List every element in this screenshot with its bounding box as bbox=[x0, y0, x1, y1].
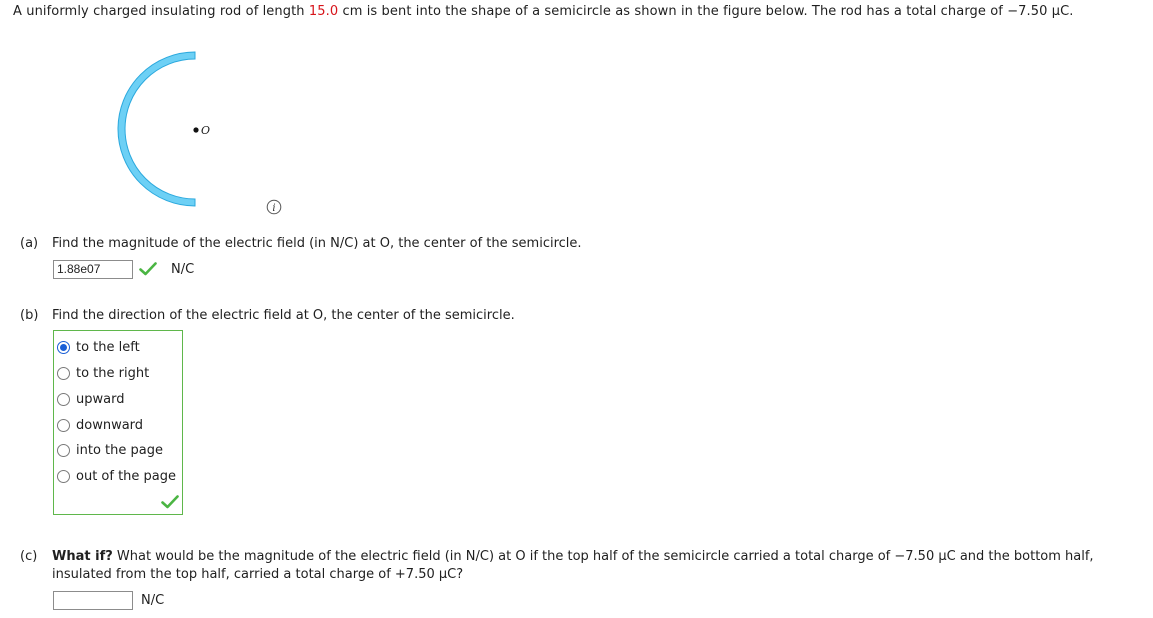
part-a-answer-input[interactable]: 1.88e07 bbox=[53, 260, 133, 279]
direction-options-group bbox=[53, 330, 183, 515]
part-c-question bbox=[20, 549, 1094, 564]
option-to-the-right[interactable] bbox=[57, 365, 149, 381]
center-point-label: O bbox=[201, 124, 211, 137]
semicircle-figure bbox=[113, 44, 233, 214]
what-if-emphasis: What if? bbox=[52, 549, 113, 564]
part-c-answer-input[interactable] bbox=[53, 591, 133, 610]
part-b-text: Find the direction of the electric field at O, the center of the semicircle. bbox=[52, 308, 515, 323]
option-downward[interactable] bbox=[57, 417, 143, 433]
info-icon[interactable] bbox=[266, 199, 282, 215]
option-to-the-left[interactable] bbox=[57, 339, 140, 355]
option-label: to the right bbox=[76, 365, 150, 381]
part-a-unit: N/C bbox=[171, 262, 195, 277]
radio-button[interactable] bbox=[57, 393, 70, 406]
part-c-label: (c) bbox=[20, 549, 38, 564]
part-c-text-line1: What would be the magnitude of the electric field (in N/C) at O if the top half of the semicircle carried a total charge of −7.50 μC and the bottom half, bbox=[112, 549, 1094, 564]
radio-button[interactable] bbox=[57, 444, 70, 457]
part-a-question bbox=[20, 236, 582, 251]
charged-rod-semicircle bbox=[118, 52, 195, 206]
radio-button[interactable] bbox=[57, 470, 70, 483]
center-point-dot bbox=[193, 127, 198, 132]
option-label: upward bbox=[76, 391, 125, 407]
correct-check-icon bbox=[161, 495, 179, 509]
intro-text-start: A uniformly charged insulating rod of length bbox=[13, 4, 309, 19]
option-into-the-page[interactable] bbox=[57, 442, 163, 458]
option-label: downward bbox=[76, 417, 144, 433]
problem-statement bbox=[13, 4, 1074, 19]
intro-text-end: cm is bent into the shape of a semicircle as shown in the figure below. The rod has a total charge of −7.50 μC. bbox=[338, 4, 1074, 19]
option-label: to the left bbox=[76, 339, 140, 355]
part-a-text: Find the magnitude of the electric field (in N/C) at O, the center of the semicircle. bbox=[52, 236, 582, 251]
part-b-question bbox=[20, 308, 515, 323]
part-b-label: (b) bbox=[20, 308, 39, 323]
radio-button[interactable] bbox=[57, 367, 70, 380]
rod-length-value: 15.0 bbox=[308, 4, 339, 19]
option-out-of-the-page[interactable] bbox=[57, 468, 176, 484]
radio-button[interactable] bbox=[57, 419, 70, 432]
option-label: into the page bbox=[76, 442, 163, 458]
part-c-question-line2: insulated from the top half, carried a total charge of +7.50 μC? bbox=[52, 567, 464, 582]
option-label: out of the page bbox=[76, 468, 177, 484]
part-c-unit: N/C bbox=[141, 593, 165, 608]
radio-selected[interactable] bbox=[57, 341, 70, 354]
correct-check-icon bbox=[139, 262, 157, 276]
part-a-label: (a) bbox=[20, 236, 39, 251]
option-upward[interactable] bbox=[57, 391, 124, 407]
svg-text:i: i bbox=[272, 203, 276, 214]
